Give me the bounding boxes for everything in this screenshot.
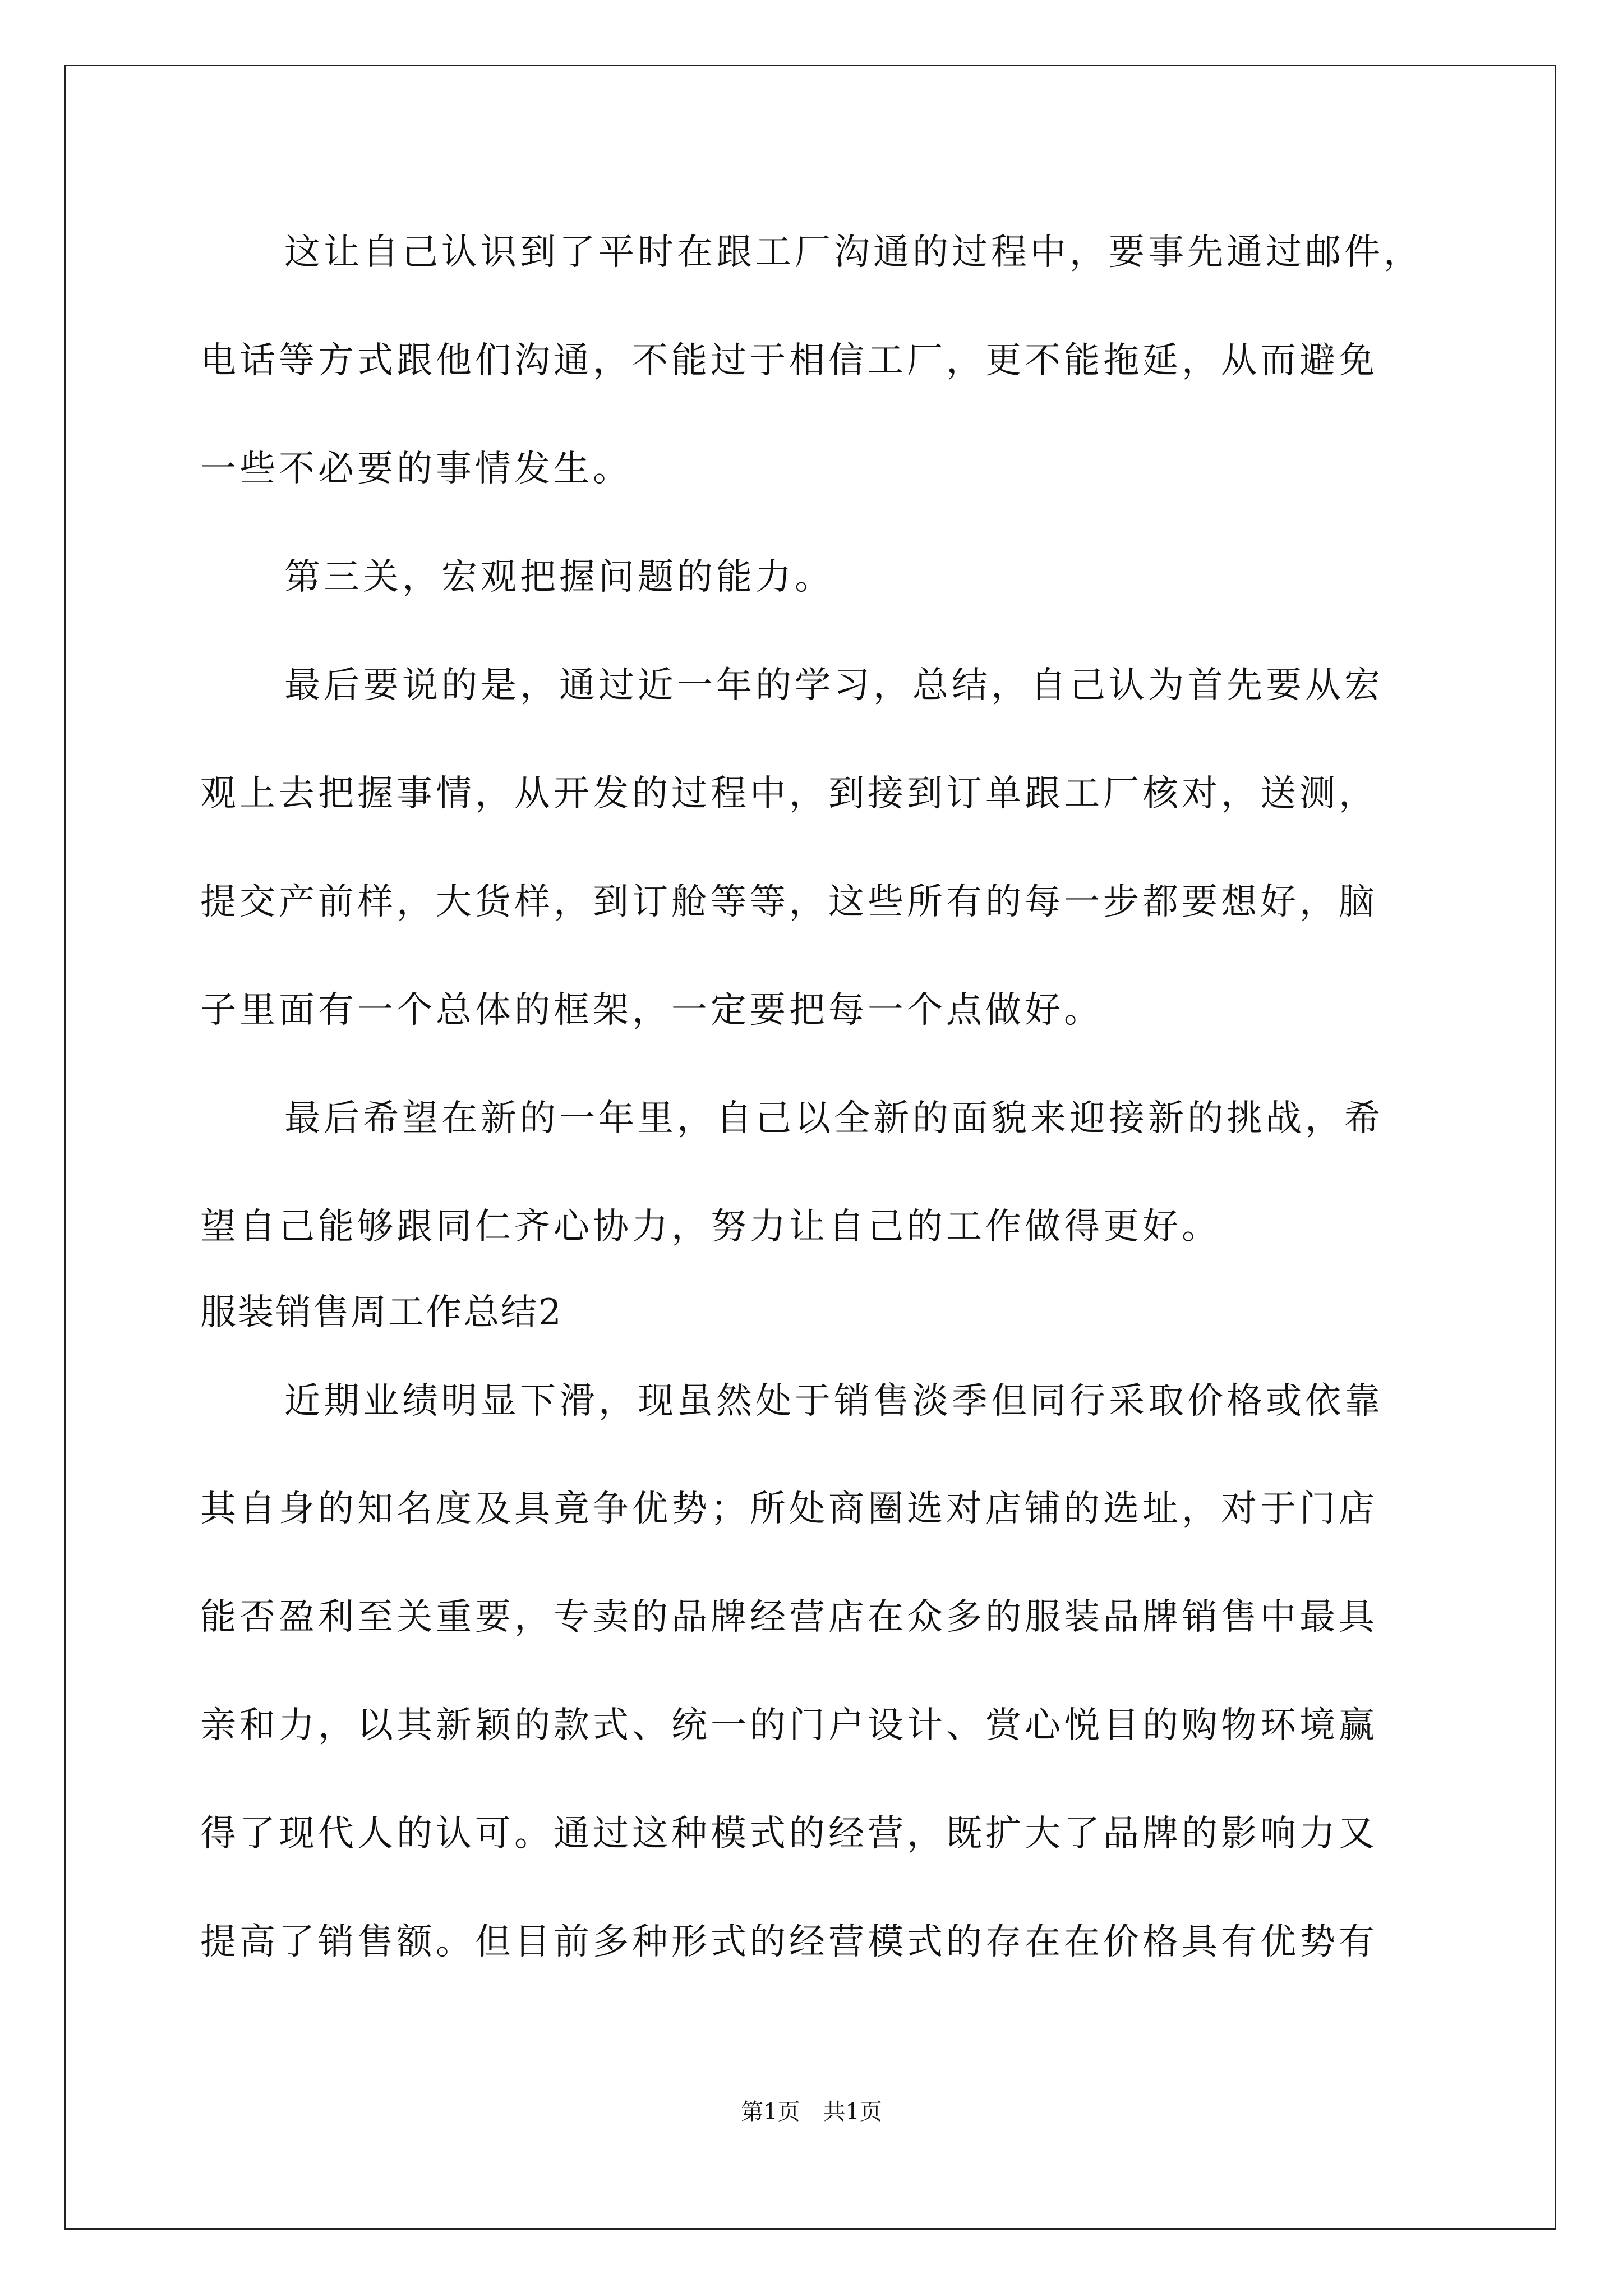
paragraph-line: 得了现代人的认可。通过这种模式的经营，既扩大了品牌的影响力又 bbox=[200, 1813, 1378, 1855]
page-total: 共1页 bbox=[823, 2099, 882, 2125]
paragraph-line: 望自己能够跟同仁齐心协力，努力让自己的工作做得更好。 bbox=[200, 1206, 1221, 1248]
paragraph-line: 亲和力，以其新颖的款式、统一的门户设计、赏心悦目的购物环境赢 bbox=[200, 1705, 1378, 1746]
paragraph-line: 其自身的知名度及具竟争优势；所处商圈选对店铺的选址，对于门店 bbox=[200, 1488, 1378, 1530]
paragraph-line: 最后希望在新的一年里，自己以全新的面貌来迎接新的挑战，希 bbox=[284, 1098, 1384, 1139]
paragraph-line: 最后要说的是，通过近一年的学习，总结，自己认为首先要从宏 bbox=[284, 665, 1384, 706]
page-footer bbox=[0, 2098, 1623, 2126]
document-title: 服装销售周工作总结2 bbox=[200, 1292, 563, 1333]
paragraph-line: 能否盈利至关重要，专卖的品牌经营店在众多的服装品牌销售中最具 bbox=[200, 1596, 1378, 1638]
page-border bbox=[64, 65, 1556, 2230]
page-number: 第1页 bbox=[741, 2099, 800, 2125]
section-heading: 第三关，宏观把握问题的能力。 bbox=[284, 556, 834, 598]
paragraph-line: 观上去把握事情，从开发的过程中，到接到订单跟工厂核对，送测， bbox=[200, 773, 1378, 815]
paragraph-line: 这让自己认识到了平时在跟工厂沟通的过程中，要事先通过邮件， bbox=[284, 232, 1423, 273]
paragraph-line: 一些不必要的事情发生。 bbox=[200, 448, 632, 490]
paragraph-line: 提高了销售额。但目前多种形式的经营模式的存在在价格具有优势有 bbox=[200, 1921, 1378, 1963]
paragraph-line: 提交产前样，大货样，到订舱等等，这些所有的每一步都要想好，脑 bbox=[200, 881, 1378, 923]
paragraph-line: 子里面有一个总体的框架，一定要把每一个点做好。 bbox=[200, 990, 1103, 1031]
paragraph-line: 电话等方式跟他们沟通，不能过于相信工厂，更不能拖延，从而避免 bbox=[200, 340, 1378, 381]
paragraph-line: 近期业绩明显下滑，现虽然处于销售淡季但同行采取价格或依靠 bbox=[284, 1381, 1384, 1422]
